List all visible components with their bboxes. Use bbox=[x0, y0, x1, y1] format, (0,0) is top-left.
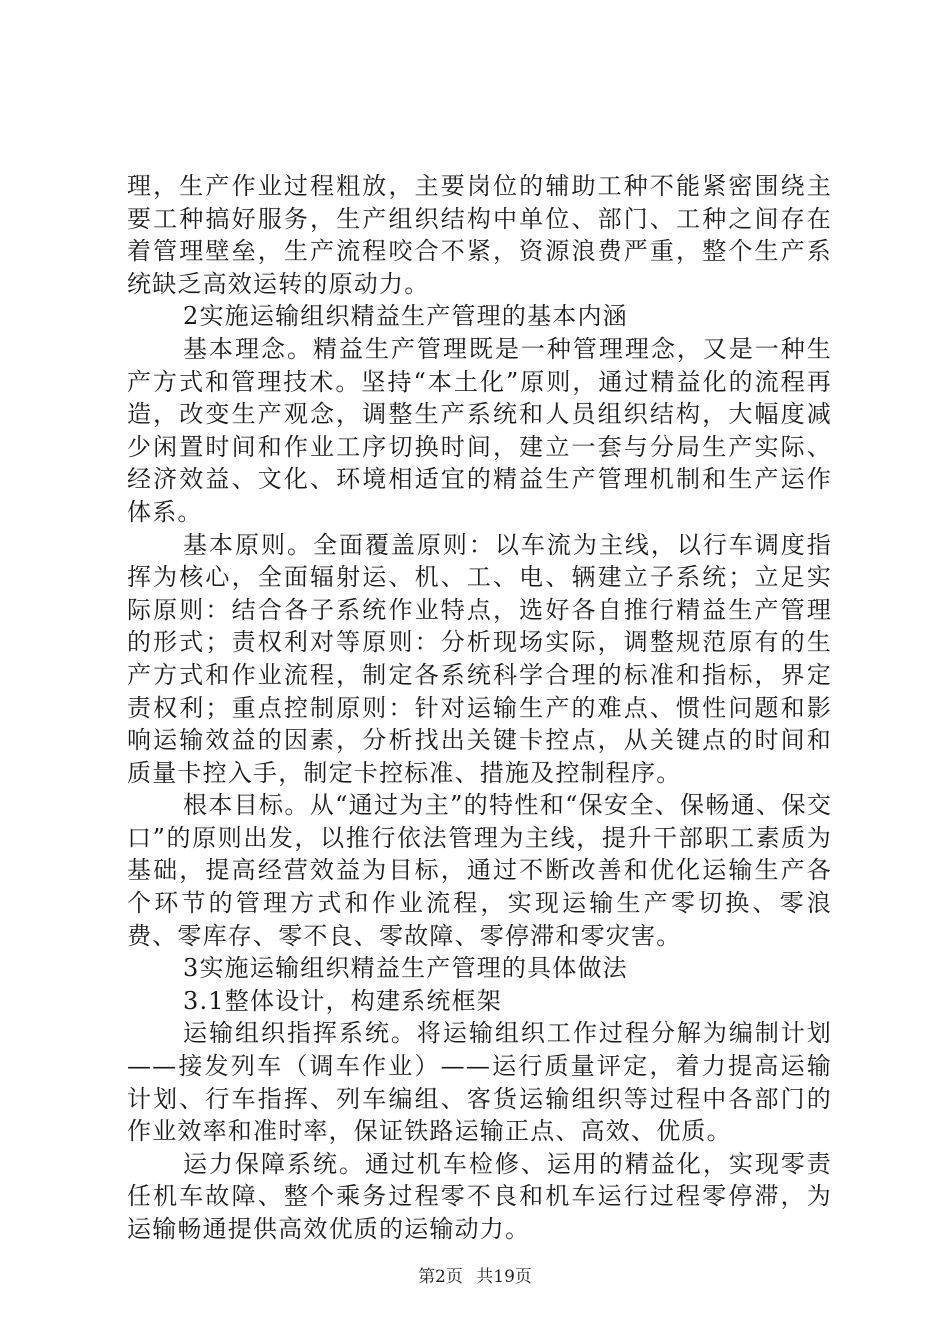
paragraph-power-support-system: 运力保障系统。通过机车检修、运用的精益化，实现零责任机车故障、整个乘务过程零不良和机车运行过程零停滞，为运输畅通提供高效优质的运输动力。 bbox=[127, 1149, 832, 1243]
subsection-heading-3-1: 3.1整体设计，构建系统框架 bbox=[183, 986, 502, 1015]
paragraph-basic-concept: 基本理念。精益生产管理既是一种管理理念，又是一种生产方式和管理技术。坚持“本土化”原则，通过精益化的流程再造，改变生产观念，调整生产系统和人员组织结构，大幅度减少闲置时间和作业工序切换时间，建立一套与分局生产实际、经济效益、文化、环境相适宜的精益生产管理机制和生产运作体系。 bbox=[127, 334, 832, 526]
section-heading-3: 3实施运输组织精益生产管理的具体做法 bbox=[183, 954, 628, 983]
page-total: 共19页 bbox=[476, 1267, 532, 1287]
paragraph-continuation: 理，生产作业过程粗放，主要岗位的辅助工种不能紧密围绕主要工种搞好服务，生产组织结构中单位、部门、工种之间存在着管理壁垒，生产流程咬合不紧，资源浪费严重，整个生产系统缺乏高效运转的原动力。 bbox=[127, 172, 832, 298]
body-text bbox=[127, 170, 832, 1246]
paragraph-fundamental-goal: 根本目标。从“通过为主”的特性和“保安全、保畅通、保交口”的原则出发，以推行依法管理为主线，提升干部职工素质为基础，提高经营效益为目标，通过不断改善和优化运输生产各个环节的管理方式和作业流程，实现运输生产零切换、零浪费、零库存、零不良、零故障、零停滞和零灾害。 bbox=[127, 791, 832, 950]
paragraph-basic-principles: 基本原则。全面覆盖原则：以车流为主线，以行车调度指挥为核心，全面辐射运、机、工、电、辆建立子系统；立足实际原则：结合各子系统作业特点，选好各自推行精益生产管理的形式；责权利对等原则：分析现场实际，调整规范原有的生产方式和作业流程，制定各系统科学合理的标准和指标，界定责权利；重点控制原则：针对运输生产的难点、惯性问题和影响运输效益的因素，分析找出关键卡控点，从关键点的时间和质量卡控入手，制定卡控标准、措施及控制程序。 bbox=[127, 530, 832, 787]
section-heading-2: 2实施运输组织精益生产管理的基本内涵 bbox=[183, 302, 628, 331]
page-footer bbox=[0, 1262, 950, 1287]
paragraph-transport-command-system: 运输组织指挥系统。将运输组织工作过程分解为编制计划——接发列车（调车作业）——运行质量评定，着力提高运输计划、行车指挥、列车编组、客货运输组织等过程中各部门的作业效率和准时率，保证铁路运输正点、高效、优质。 bbox=[127, 1019, 832, 1146]
page-number: 第2页 bbox=[418, 1267, 463, 1287]
